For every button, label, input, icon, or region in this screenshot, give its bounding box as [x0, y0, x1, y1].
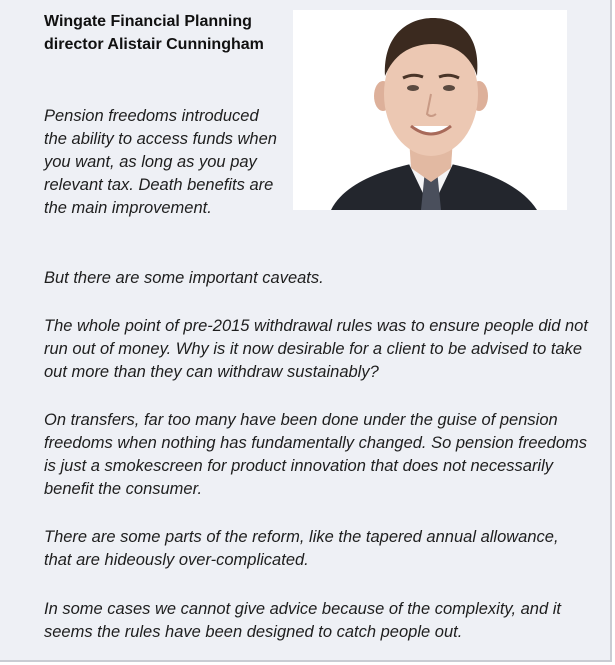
paragraph-transfers: On transfers, far too many have been done under the guise of pension freedoms when nothing has fundamentally changed. So pension freedoms is just a smokescreen for product innovation that does not necessarily benefit the consumer. — [44, 411, 588, 498]
speaker-name: Wingate Financial Planning director Alistair Cunningham — [44, 13, 264, 53]
portrait-photo — [293, 10, 567, 210]
paragraph-pension-freedoms: Pension freedoms introduced the ability to access funds when you want, as long as you pay relevant tax. Death benefits are the main improvement. — [44, 107, 277, 217]
paragraph-tapered-allowance: There are some parts of the reform, like the tapered annual allowance, that are hideously over-complicated. — [44, 528, 559, 569]
paragraph-caveats: But there are some important caveats. — [44, 269, 324, 287]
paragraph-complexity: In some cases we cannot give advice because of the complexity, and it seems the rules have been designed to catch people out. — [44, 600, 561, 641]
paragraph-withdrawal-rules: The whole point of pre-2015 withdrawal rules was to ensure people did not run out of money. Why is it now desirable for a client to be advised to take out more than they can withdraw sustainably? — [44, 317, 588, 381]
